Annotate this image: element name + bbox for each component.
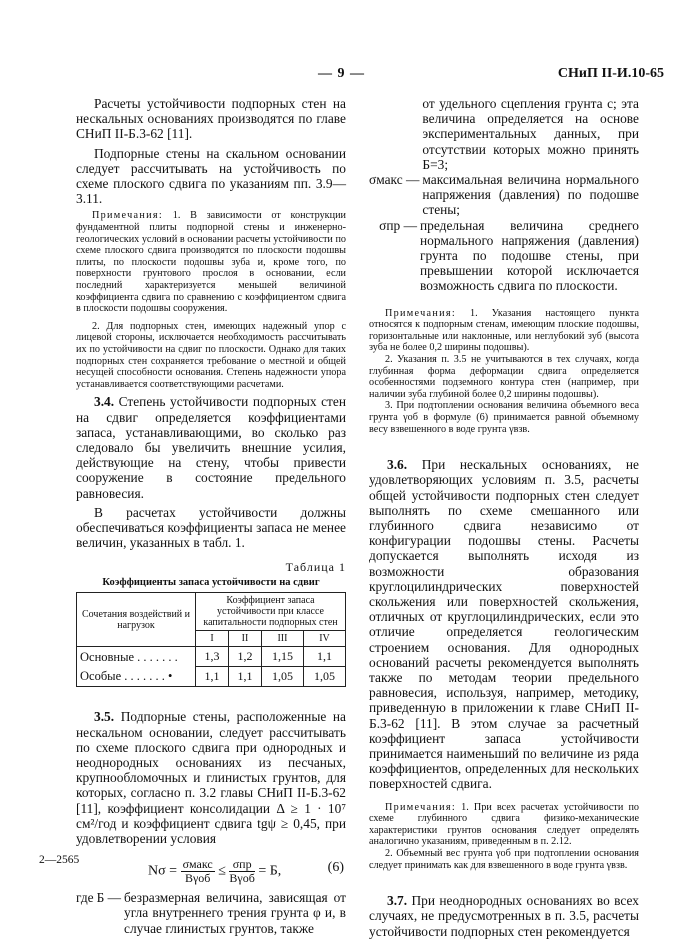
signature-mark: 2—2565 [39, 854, 80, 866]
table-cell: 1,1 [303, 647, 345, 667]
right-column [369, 96, 639, 939]
table-title: Коэффициенты запаса устойчивости на сдвиг [102, 577, 320, 589]
table-cell: 1,1 [228, 667, 261, 687]
paragraph: Подпорные стены на скальном основании следует рассчитывать на устойчивость по схеме плоского сдвига по указаниям пп. 3.9—3.11. [76, 145, 346, 207]
equation-number: (6) [327, 860, 344, 876]
table-header-class: III [261, 631, 303, 647]
section-3-5 [76, 709, 346, 846]
fraction [181, 858, 215, 885]
paragraph: Расчеты устойчивости подпорных стен на нескальных основаниях производятся по главе СНиП II-Б.3-62 [11]. [76, 96, 346, 142]
table-header-class: IV [303, 631, 345, 647]
table-cell: 1,05 [303, 667, 345, 687]
table-cell: 1,2 [228, 647, 261, 667]
note: 2. Объемный вес грунта γоб при подтоплении основания следует принимать как для взвешенного в воде грунта γвзв. [369, 848, 639, 871]
denominator: Bγоб [184, 871, 211, 886]
table-cell: 1,3 [196, 647, 229, 667]
table-row [77, 647, 346, 667]
row-label: Особые . . . . . . . • [77, 667, 196, 687]
definition-symbol: σмакс — [369, 172, 420, 188]
denominator: Bγоб [229, 871, 255, 886]
document-code: СНиП II-И.10-65 [557, 66, 664, 81]
section-text: Степень устойчивости подпорных стен на сдвиг определяется коэффициентами запаса, устанавливающими, во сколько раз следовало бы увеличить внешние усилия, действующие на стену, чтобы привести сооружение в состояние предельного равновесия. [76, 394, 346, 501]
note: 2. Для подпорных стен, имеющих надежный упор с лицевой стороны, исключается необходимость рассчитывать их по устойчивости на сдвиг по плоскости. Однако для таких подпорных стен сохраняется требование о местной и общей несущей способности основания. Степень надежности упора устанавливается соответствующими расчетами. [76, 320, 346, 390]
formula-expression [148, 858, 281, 885]
section-text: При нескальных основаниях, не удовлетворяющих условиям п. 3.5, расчеты общей устойчивости подпорных стен следует выполнять по схеме смешанного или глубинного сдвига независимо от конфигурации подошвы стены. Расчеты допускается выполнять исходя из возможности образования круглоцилиндрических поверхностей скольжения или поверхностей скольжения, отличных от круглоцилиндрических, если это отличие определяется геологическим строением основания. Для однородных оснований расчеты рекомендуется выполнять также по методам теории предельного равновесия, используя, например, методику, приведенную в приложении к главе СНиП II-Б.3-62 [11]. В этом случае за расчетный коэффициент запаса устойчивости принимается наименьший по величине из ряда коэффициентов, определенных для нескольких поверхностей сдвига. [369, 457, 639, 792]
paragraph: В расчетах устойчивости должны обеспечиваться коэффициенты запаса не менее величин, указанных в табл. 1. [76, 504, 346, 551]
note [76, 210, 346, 314]
table-cell: 1,05 [261, 667, 303, 687]
definition-symbol: Б — [96, 890, 122, 906]
note-text: 1. При всех расчетах устойчивости по схеме глубинного сдвига физико-механические характеристики грунтов основания следует определять аналогично указаниям, приведенным в п. 2.12. [369, 801, 640, 848]
safety-factor-table [76, 592, 346, 687]
numerator: σмакс [182, 857, 213, 872]
left-column [76, 96, 346, 936]
leq-sign: ≤ [218, 863, 226, 879]
table-cell: 1,15 [261, 647, 303, 667]
section-text: Подпорные стены, расположенные на нескальном основании, следует рассчитывать по схеме плоского сдвига при однородных и неоднородных основаниях из песчаных, крупнообломочных и глинистых грунтов, для которых, согласно п. 3.2 главы СНиП II-Б.3-62 [11], коэффициент консолидации Δ ≥ 1 · 10⁷ см²/год и коэффициент сдвига tgψ ≥ 0,45, при удовлетворении условия [76, 709, 346, 846]
table-header-class: II [228, 631, 261, 647]
page-number: — 9 — [318, 66, 365, 81]
note-label: Примечания: [92, 210, 163, 222]
definition-text: от удельного сцепления грунта c; эта величина определяется на основе экспериментальных данных, при отсутствии которых можно принять Б=3; [422, 96, 639, 172]
definition-b [76, 890, 346, 936]
definition-symbol: σпр — [379, 217, 417, 233]
numerator: σпр [229, 858, 254, 872]
section-3-6 [369, 457, 639, 791]
table-header-combinations: Сочетания воздействий и нагрузок [77, 593, 196, 647]
definition-text: предельная величина среднего нормального напряжения (давления) грунта по подошве стены, при превышении которой исключается возможность сдвига по плоскости. [420, 217, 639, 294]
note [369, 308, 639, 354]
fraction [229, 858, 254, 885]
table-row [77, 667, 346, 687]
note: 2. Указания п. 3.5 не учитываются в тех случаях, когда глубинная форма деформации сдвига определяется особенностями подземного контура стен (например, при наличии зуба глубиной более 0,2 ширины подошвы). [369, 354, 639, 400]
section-3-7 [369, 893, 639, 939]
row-label: Основные . . . . . . . [77, 647, 196, 667]
where-word: где [76, 890, 94, 906]
note [369, 802, 639, 848]
table-header-class: I [196, 631, 229, 647]
note-label: Примечания: [385, 801, 456, 813]
definition-b-continued [369, 96, 639, 172]
note: 3. При подтоплении основания величина объемного веса грунта γоб в формуле (6) принимается равной объемному весу взвешенного в воде грунта γвзв. [369, 400, 639, 435]
note-label: Примечания: [385, 307, 456, 319]
section-text: При неоднородных основаниях во всех случаях, не предусмотренных в п. 3.5, расчеты устойчивости подпорных стен рекомендуется [369, 893, 639, 939]
definition-sigma-max [369, 172, 639, 218]
table-label: Таблица 1 [285, 560, 346, 575]
table-cell: 1,1 [196, 667, 229, 687]
table-header-group: Коэффициент запаса устойчивости при классе капитальности подпорных стен [196, 593, 346, 631]
section-number: 3.7. [387, 893, 408, 909]
section-number: 3.4. [94, 394, 115, 410]
section-3-4 [76, 394, 346, 500]
definition-text: безразмерная величина, зависящая от угла внутреннего трения грунта φ и, в случае глинистых грунтов, также [124, 890, 346, 936]
page-header [0, 66, 700, 88]
formula-6 [76, 850, 346, 890]
definition-text: максимальная величина нормального напряжения (давления) по подошве стены; [422, 172, 639, 218]
formula-lhs: Nσ = [148, 863, 178, 879]
note-text: 1. В зависимости от конструкции фундаментной плиты подпорной стены и инженерно-геологических условий в основании расчеты устойчивости по схеме плоского сдвига производятся по плоскости подошвы плиты, по плоскости подошвы зуба и, кроме того, по поверхности грунтового прослоя в основании, если последний характеризуется меньшей величиной коэффициента сдвига по сравнению с коэффициентом сдвига в плоскости подошвы сооружения. [76, 210, 346, 315]
section-number: 3.5. [94, 709, 115, 725]
section-number: 3.6. [387, 457, 408, 473]
note-text: 1. Указания настоящего пункта относятся к подпорным стенам, имеющим плоские подошвы, горизонтальные или наклонные, или неглубокий зуб (высота зуба не более 0,2 ширины подошвы). [369, 307, 640, 354]
formula-rhs: = Б, [258, 863, 282, 879]
definition-sigma-pr [369, 218, 639, 294]
